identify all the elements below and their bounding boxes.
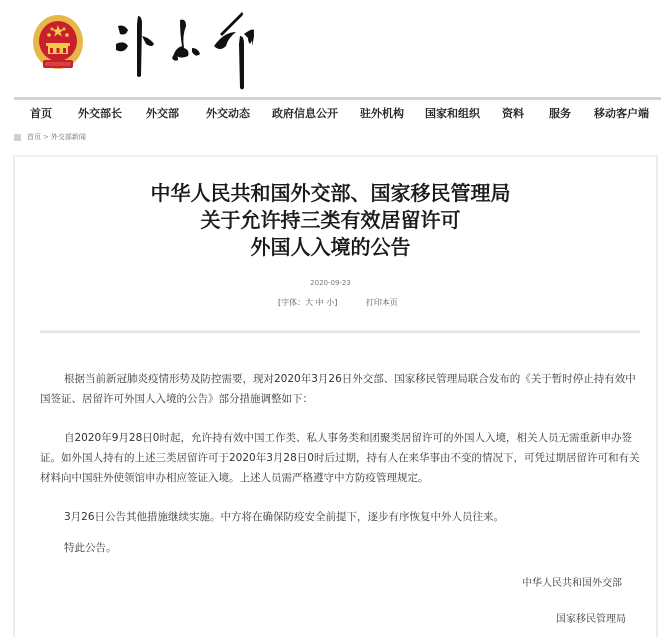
- nav-item-home[interactable]: 首页: [30, 107, 52, 120]
- paragraph-4: 特此公告。: [64, 542, 117, 554]
- font-size-label: [字体：: [278, 298, 306, 307]
- print-page-link[interactable]: 打印本页: [365, 298, 398, 307]
- publish-date: 2020-09-23: [310, 279, 351, 287]
- nav-item-missions[interactable]: 驻外机构: [360, 107, 404, 120]
- paragraph-3: 3月26日公告其他措施继续实施。中方将在确保防疫安全前提下，逐步有序恢复中外人员往来。: [64, 511, 505, 523]
- nav-item-mobile[interactable]: 移动客户端: [594, 107, 649, 120]
- font-size-medium[interactable]: 中: [315, 298, 324, 307]
- signature-nia: 国家移民管理局: [556, 614, 626, 625]
- national-emblem-icon[interactable]: [32, 14, 84, 74]
- site-logo-calligraphy[interactable]: [112, 6, 292, 91]
- paragraph-1: 根据当前新冠肺炎疫情形势及防控需要，现对2020年3月26日外交部、国家移民管理局联合发布的《关于暂时停止持有效中国签证、居留许可外国人入境的公告》部分措施调整如下：: [40, 373, 636, 405]
- breadcrumb-separator: >: [43, 133, 49, 141]
- title-line-1: 中华人民共和国外交部、国家移民管理局: [150, 181, 511, 205]
- font-size-small[interactable]: 小: [326, 298, 335, 307]
- signature-mfa: 中华人民共和国外交部: [522, 578, 622, 589]
- title-line-3: 外国人入境的公告: [250, 235, 411, 259]
- nav-item-foreign-minister[interactable]: 外交部长: [78, 107, 122, 120]
- paragraph-2: 自2020年9月28日0时起，允许持有效中国工作类、私人事务类和团聚类居留许可的外国人入境，相关人员无需重新申办签证。如外国人持有的上述三类居留许可于2020年3月28日0时后过期，持有人在来华事由不变的情况下，可凭过期居留许可和有关材料向中国驻外使领馆申办相应签证入境。上述人员需严格遵守中方防疫管理规定。: [40, 432, 640, 484]
- nav-item-services[interactable]: 服务: [549, 107, 571, 120]
- font-size-large[interactable]: 大: [305, 298, 314, 307]
- breadcrumb: [14, 130, 86, 144]
- nav-item-resources[interactable]: 资料: [502, 107, 524, 120]
- font-size-close: ]: [334, 298, 338, 307]
- home-icon: [14, 134, 21, 141]
- article-divider: [40, 330, 640, 333]
- main-nav: [14, 100, 661, 126]
- nav-item-diplomatic-news[interactable]: 外交动态: [206, 107, 250, 120]
- breadcrumb-current[interactable]: 外交部新闻: [50, 133, 86, 141]
- nav-item-ministry[interactable]: 外交部: [146, 107, 179, 120]
- article-tools: [278, 297, 398, 308]
- article-title: [0, 180, 661, 261]
- site-header: [0, 0, 661, 98]
- nav-item-countries[interactable]: 国家和组织: [425, 107, 480, 120]
- breadcrumb-home[interactable]: 首页: [27, 133, 41, 141]
- nav-item-gov-info[interactable]: 政府信息公开: [272, 107, 338, 120]
- title-line-2: 关于允许持三类有效居留许可: [200, 208, 461, 232]
